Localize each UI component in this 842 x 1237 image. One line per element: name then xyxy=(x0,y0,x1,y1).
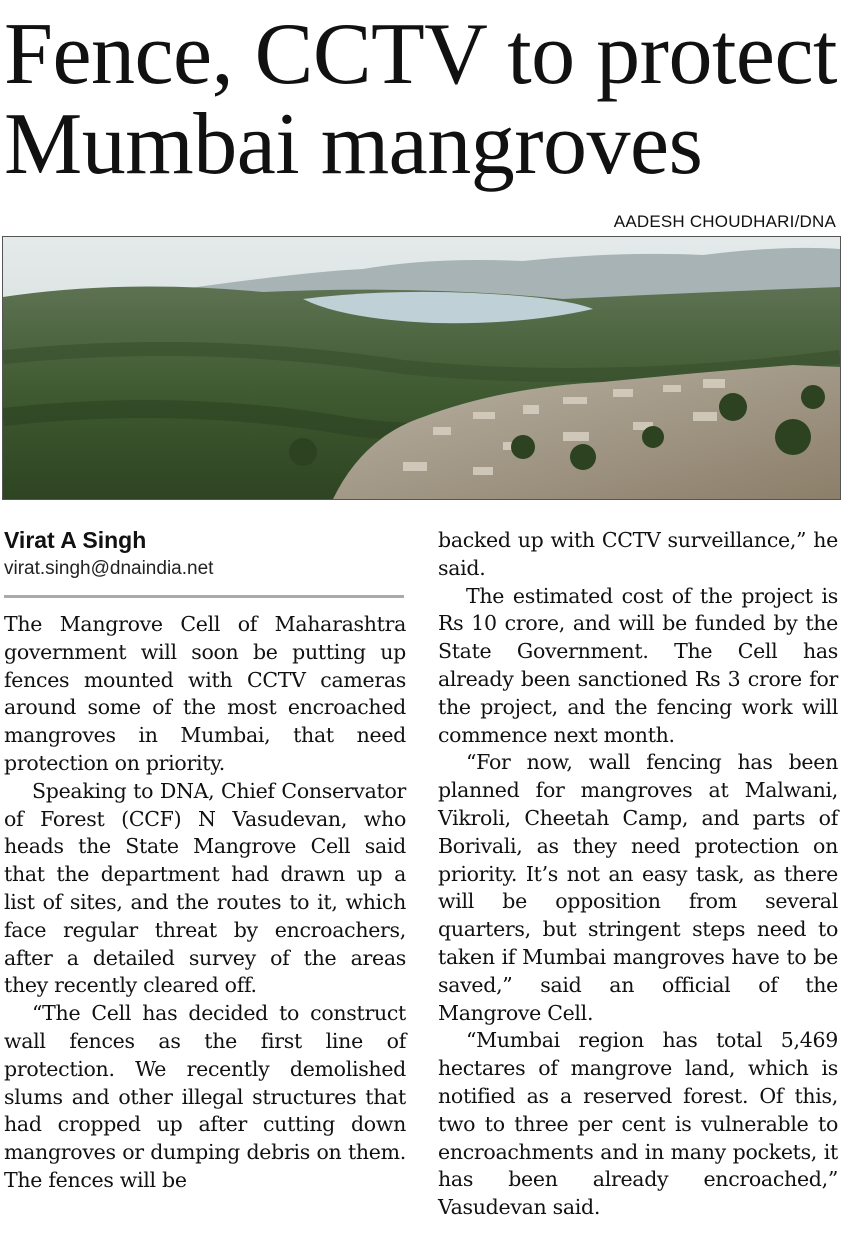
paragraph: “For now, wall fencing has been planned for mangroves at Malwani, Vikroli, Cheetah Camp, and parts of Borivali, as they need protection on priority. It’s not an easy task, as there will be opposition from several quarters, but stringent steps need to taken if Mumbai mangroves have to be saved,” said an official of the Mangrove Cell. xyxy=(438,750,838,1025)
article-column-1 xyxy=(4,611,406,1195)
byline-divider xyxy=(4,595,404,598)
photo-credit: AADESH CHOUDHARI/DNA xyxy=(613,212,836,231)
paragraph: “The Cell has decided to construct wall fences as the first line of protection. We recently demolished slums and other illegal structures that had cropped up after cutting down mangroves or dumping debris on them. The fences will be xyxy=(4,1001,406,1192)
paragraph: “Mumbai region has total 5,469 hectares of mangrove land, which is notified as a reserved forest. Of this, two to three per cent is vulnerable to encroachments and in many pockets, it has been already encroached,” Vasudevan said. xyxy=(438,1028,838,1220)
headline: Fence, CCTV to protect Mumbai mangroves xyxy=(4,6,837,193)
paragraph: The estimated cost of the project is Rs 10 crore, and will be funded by the State Government. The Cell has already been sanctioned Rs 3 crore for the project, and the fencing work will commence next month. xyxy=(438,583,838,747)
article-photo xyxy=(2,236,841,500)
paragraph: backed up with CCTV surveillance,” he said. xyxy=(438,528,838,580)
author-email[interactable]: virat.singh@dnaindia.net xyxy=(4,558,214,579)
mangrove-landscape-image xyxy=(3,237,840,499)
article-column-2 xyxy=(438,527,838,1222)
paragraph: The Mangrove Cell of Maharashtra government will soon be putting up fences mounted with CCTV cameras around some of the most encroached mangroves in Mumbai, that need protection on priority. xyxy=(4,612,406,775)
author-name: Virat A Singh xyxy=(4,527,147,553)
paragraph: Speaking to DNA, Chief Conservator of Forest (CCF) N Vasudevan, who heads the State Mangrove Cell said that the department had drawn up a list of sites, and the routes to it, which face regular threat by encroachers, after a detailed survey of the areas they recently cleared off. xyxy=(4,778,406,998)
